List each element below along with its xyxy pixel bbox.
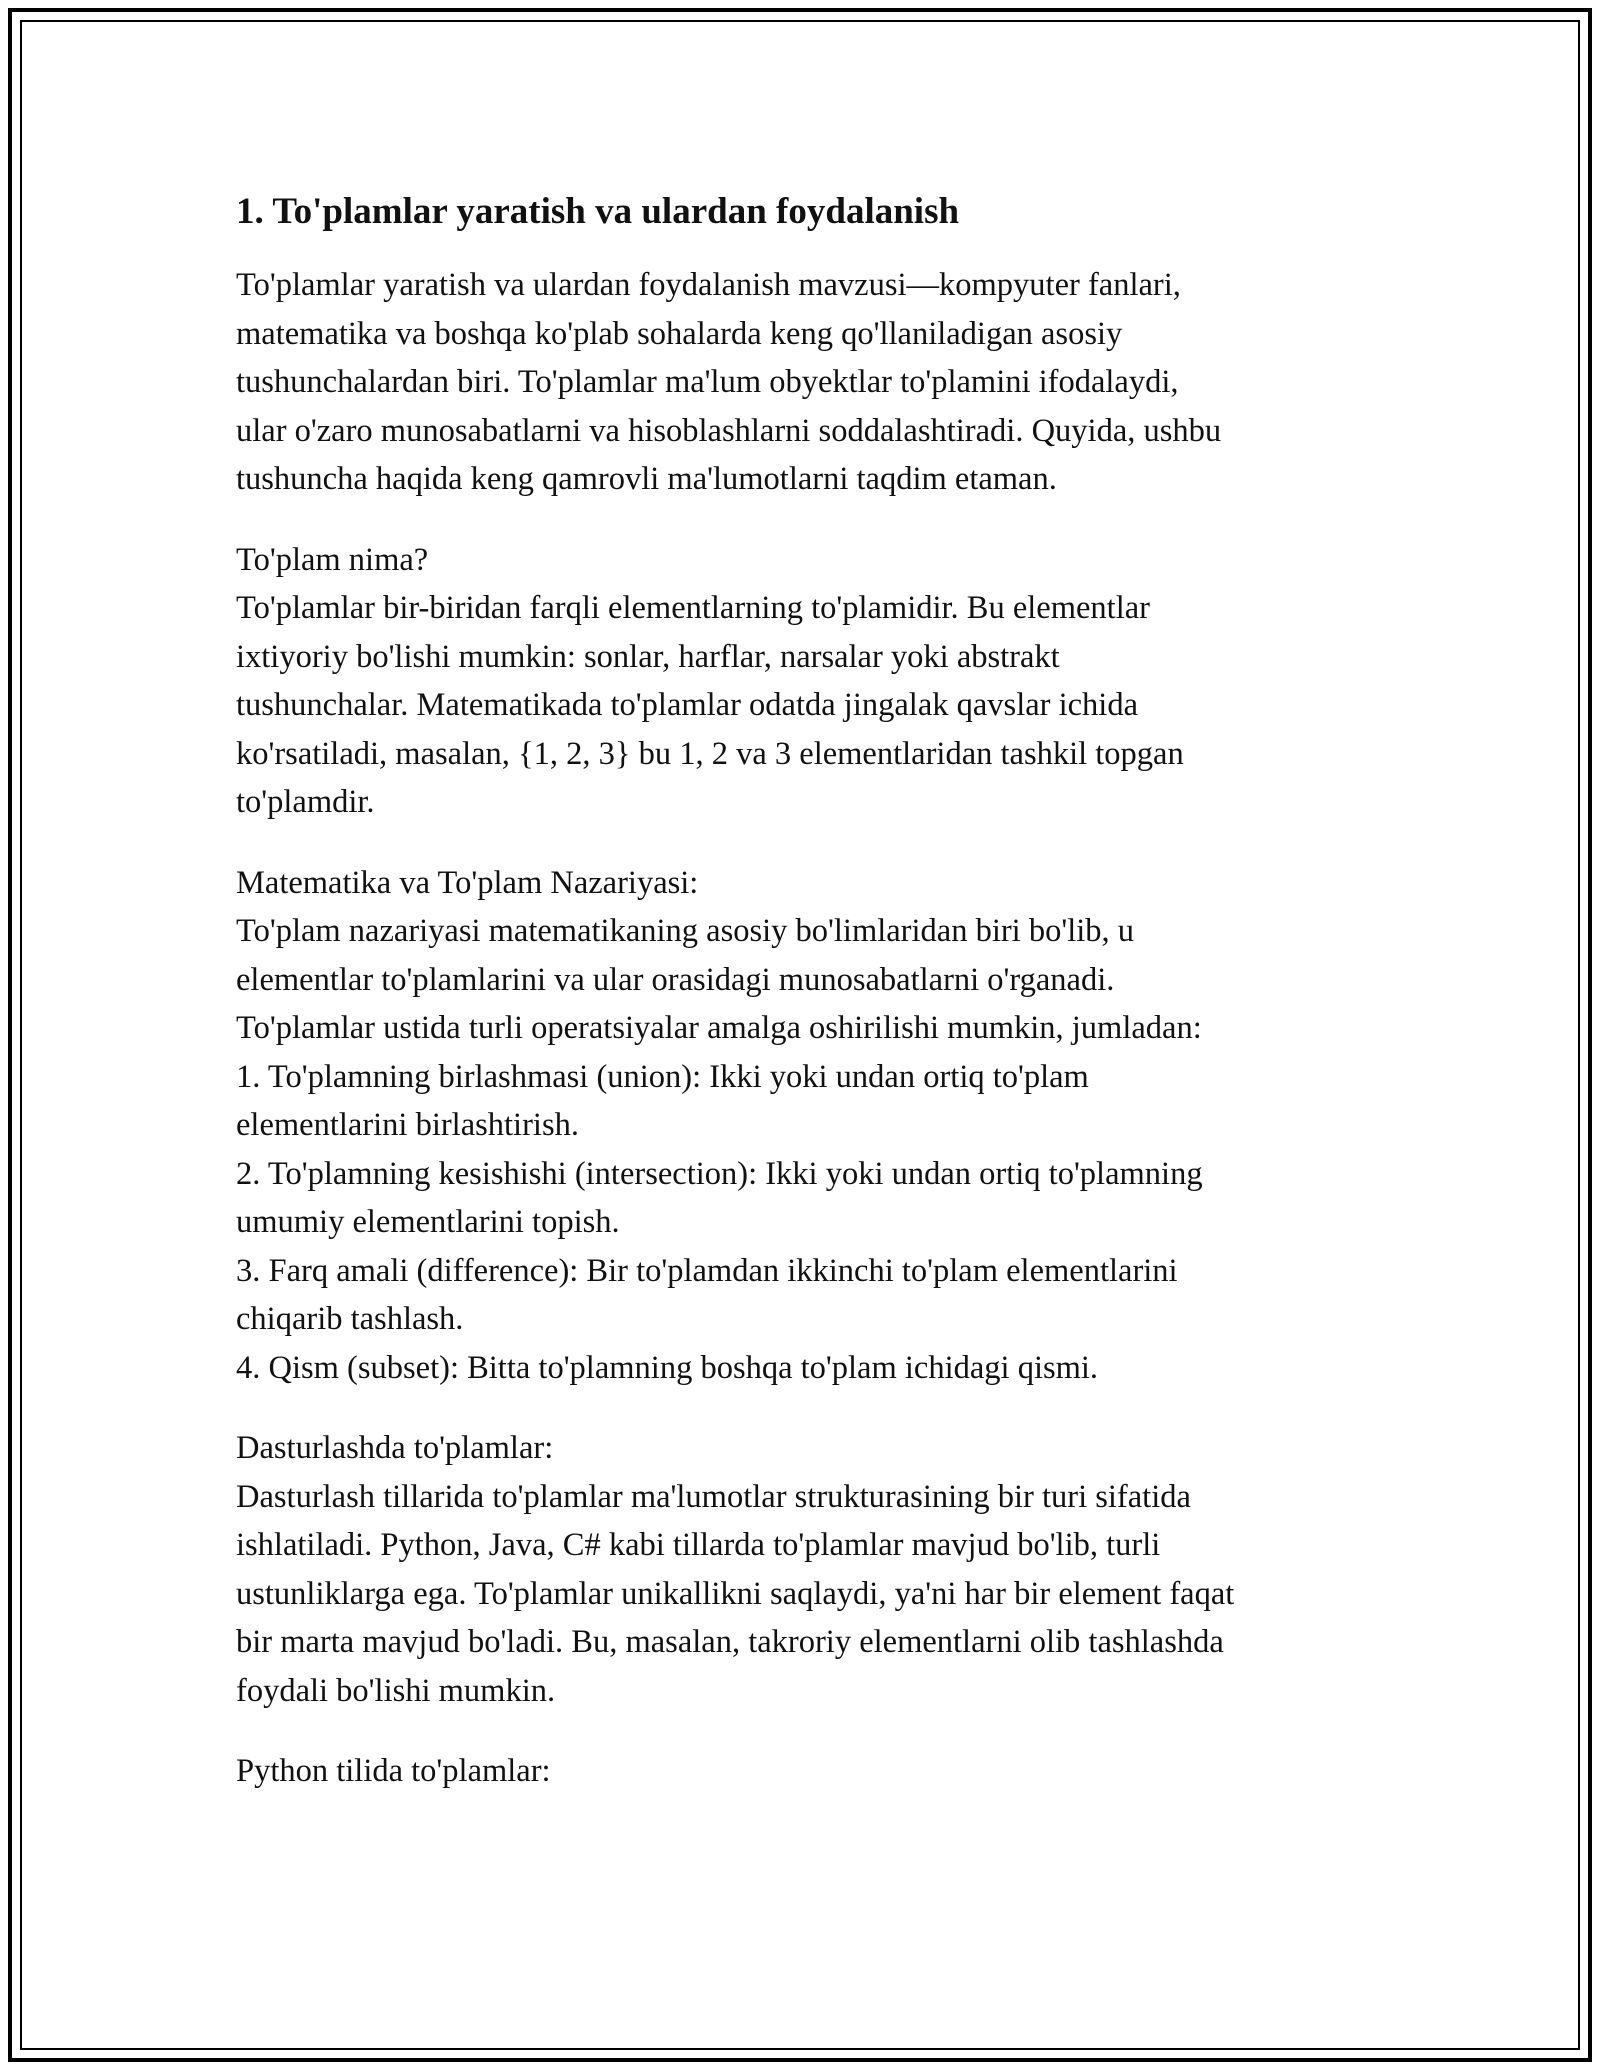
section-heading: Python tilida to'plamlar:	[236, 1753, 551, 1789]
paragraph-gap	[236, 1392, 1396, 1424]
list-item-intersection-cont: umumiy elementlarini topish.	[236, 1204, 620, 1240]
intro-paragraph	[236, 261, 1396, 504]
section-line: tushunchalar. Matematikada to'plamlar odatda jingalak qavslar ichida	[236, 687, 1139, 723]
list-item-difference: 3. Farq amali (difference): Bir to'plamdan ikkinchi to'plam elementlarini	[236, 1252, 1178, 1289]
section-line: Dasturlash tillarida to'plamlar ma'lumotlar strukturasining bir turi sifatida	[236, 1478, 1191, 1515]
section-python-sets	[236, 1747, 1396, 1796]
paragraph-gap	[236, 827, 1396, 859]
intro-line: ular o'zaro munosabatlarni va hisoblashlarni soddalashtiradi. Quyida, ushbu	[236, 412, 1222, 449]
intro-line: tushuncha haqida keng qamrovli ma'lumotlarni taqdim etaman.	[236, 461, 1057, 497]
section-line: To'plam nazariyasi matematikaning asosiy bo'limlaridan biri bo'lib, u	[236, 913, 1135, 949]
section-line: To'plamlar bir-biridan farqli elementlarning to'plamidir. Bu elementlar	[236, 590, 1150, 626]
section-line: ko'rsatiladi, masalan, {1, 2, 3} bu 1, 2 va 3 elementlaridan tashkil topgan	[236, 735, 1184, 772]
list-item-subset: 4. Qism (subset): Bitta to'plamning boshqa to'plam ichidagi qismi.	[236, 1349, 1099, 1386]
section-line: elementlar to'plamlarini va ular orasidagi munosabatlarni o'rganadi.	[236, 961, 1115, 998]
intro-line: To'plamlar yaratish va ulardan foydalanish mavzusi—kompyuter fanlari,	[236, 267, 1181, 303]
list-item-union-cont: elementlarini birlashtirish.	[236, 1107, 579, 1143]
paragraph-gap	[236, 504, 1396, 536]
section-heading: Dasturlashda to'plamlar:	[236, 1430, 554, 1466]
list-item-union: 1. To'plamning birlashmasi (union): Ikki yoki undan ortiq to'plam	[236, 1058, 1089, 1095]
document-body	[236, 185, 1396, 1796]
intro-line: tushunchalardan biri. To'plamlar ma'lum obyektlar to'plamini ifodalaydi,	[236, 364, 1179, 400]
list-item-difference-cont: chiqarib tashlash.	[236, 1301, 464, 1337]
section-line: ixtiyoriy bo'lishi mumkin: sonlar, harflar, narsalar yoki abstrakt	[236, 638, 1060, 675]
section-line: To'plamlar ustida turli operatsiyalar amalga oshirilishi mumkin, jumladan:	[236, 1010, 1202, 1046]
section-line: to'plamdir.	[236, 784, 375, 820]
intro-line: matematika va boshqa ko'plab sohalarda keng qo'llaniladigan asosiy	[236, 315, 1123, 352]
list-item-intersection: 2. To'plamning kesishishi (intersection): Ikki yoki undan ortiq to'plamning	[236, 1155, 1203, 1192]
section-line: ishlatiladi. Python, Java, C# kabi tillarda to'plamlar mavjud bo'lib, turli	[236, 1527, 1161, 1563]
section-programming-sets	[236, 1424, 1396, 1715]
document-title: 1. To'plamlar yaratish va ulardan foydalanish	[236, 191, 960, 232]
section-what-is-set	[236, 536, 1396, 827]
paragraph-gap	[236, 1715, 1396, 1747]
section-set-theory	[236, 859, 1396, 1393]
section-heading: Matematika va To'plam Nazariyasi:	[236, 864, 699, 901]
section-line: foydali bo'lishi mumkin.	[236, 1672, 556, 1709]
section-line: ustunliklarga ega. To'plamlar unikallikni saqlaydi, ya'ni har bir element faqat	[236, 1575, 1235, 1612]
section-line: bir marta mavjud bo'ladi. Bu, masalan, takroriy elementlarni olib tashlashda	[236, 1624, 1224, 1660]
section-heading: To'plam nima?	[236, 541, 429, 578]
